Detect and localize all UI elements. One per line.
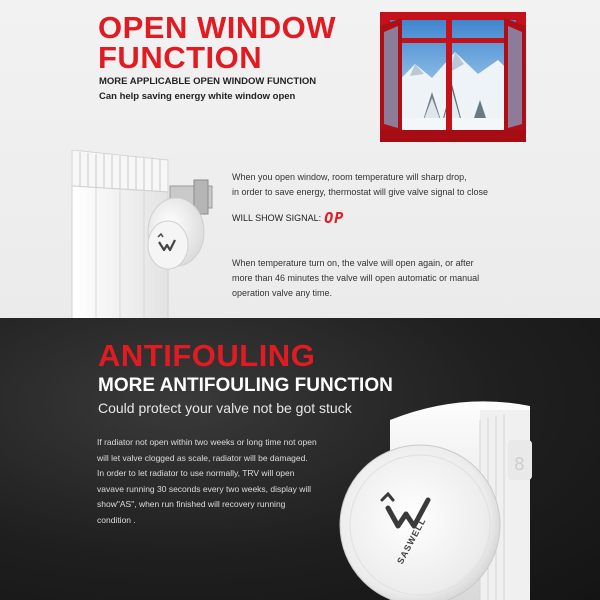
reopen-description-line: more than 46 minutes the valve will open automatic or manual	[232, 273, 480, 283]
antifouling-description-line: If radiator not open within two weeks or long time not open	[97, 437, 317, 447]
open-window-title-line2: FUNCTION	[98, 40, 263, 75]
antifouling-tagline: Could protect your valve not be got stuck	[98, 400, 352, 416]
signal-label: WILL SHOW SIGNAL:	[232, 213, 322, 223]
antifouling-description	[97, 435, 365, 528]
reopen-description-line: operation valve any time.	[232, 288, 333, 298]
open-window-tagline: Can help saving energy white window open	[99, 91, 296, 102]
open-window-description	[232, 170, 562, 200]
reopen-description-line: When temperature turn on, the valve will open again, or after	[232, 258, 474, 268]
open-window-description-line: in order to save energy, thermostat will give valve signal to close	[232, 187, 488, 197]
signal-indicator	[232, 209, 344, 227]
antifouling-description-line: show"AS", when run finished will recovery running	[97, 499, 286, 509]
radiator-illustration	[58, 150, 218, 325]
antifouling-section	[0, 318, 600, 600]
antifouling-description-line: In order to let radiator to use normally, TRV will open	[97, 468, 295, 478]
open-window-description-line: When you open window, room temperature will sharp drop,	[232, 172, 467, 182]
antifouling-title: ANTIFOULING	[98, 338, 316, 373]
open-window-subtitle: MORE APPLICABLE OPEN WINDOW FUNCTION	[99, 76, 317, 87]
svg-text:8: 8	[514, 454, 525, 475]
thermostat-head-illustration	[330, 400, 600, 600]
antifouling-description-line: condition .	[97, 514, 136, 525]
open-window-illustration	[380, 12, 526, 142]
brand-label: SASWELL	[395, 515, 428, 566]
reopen-description	[232, 256, 562, 301]
open-window-title-line1: OPEN WINDOW	[98, 10, 336, 45]
antifouling-description-line: will let valve clogged as scale, radiator will be damaged.	[97, 452, 308, 463]
antifouling-subtitle: MORE ANTIFOULING FUNCTION	[98, 375, 393, 396]
antifouling-description-line: vavave running 30 seconds every two weeks, display will	[97, 483, 312, 494]
signal-code: OP	[324, 209, 345, 227]
